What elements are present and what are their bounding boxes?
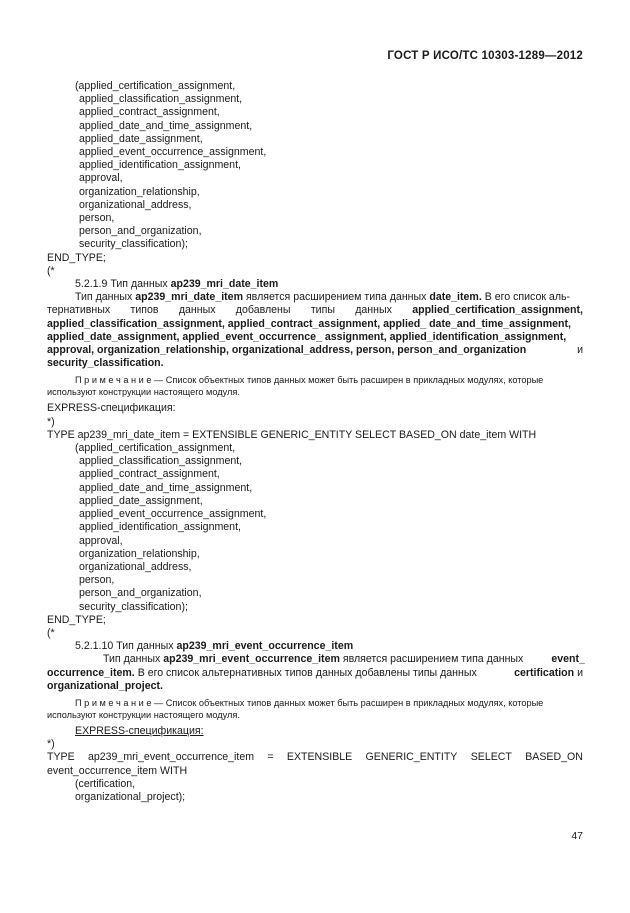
text-run: является расширением типа данных bbox=[339, 653, 524, 666]
page-content bbox=[47, 80, 583, 804]
note-label: П р и м е ч а н и е bbox=[75, 375, 152, 386]
type-name: applied_certification_assignment, bbox=[412, 304, 583, 317]
type-list: applied_classification_assignment, applied_contract_assignment, applied_ date_and_time_assignment, bbox=[47, 317, 571, 330]
note-line bbox=[47, 374, 583, 386]
para-line bbox=[47, 653, 583, 666]
list-item: applied_contract_assignment, bbox=[79, 468, 220, 481]
word: тернативных bbox=[47, 304, 111, 317]
note-text: — Список объектных типов данных может быть расширен в прикладных модулях, которые bbox=[151, 375, 544, 386]
para-line bbox=[47, 318, 583, 331]
text-run bbox=[514, 667, 583, 680]
express-label-text: EXPRESS-спецификация: bbox=[75, 724, 204, 737]
list-item: (certification, bbox=[75, 777, 136, 790]
select-list-continued bbox=[47, 80, 583, 252]
para-line bbox=[47, 291, 583, 304]
list-item: applied_date_and_time_assignment, bbox=[79, 119, 253, 132]
text-run: является расширением типа данных bbox=[243, 291, 430, 304]
express-label: EXPRESS-спецификация: bbox=[47, 402, 176, 415]
note-text: — Список объектных типов данных может быть расширен в прикладных модулях, которые bbox=[151, 697, 544, 708]
section-type-name: ap239_mri_event_occurrence_item bbox=[176, 640, 354, 653]
note-label: П р и м е ч а н и е bbox=[75, 697, 152, 708]
list-item: organizational_address, bbox=[79, 560, 192, 573]
list-item: applied_date_assignment, bbox=[79, 132, 203, 145]
list-item: person, bbox=[79, 574, 115, 587]
list-item: approval, bbox=[79, 534, 123, 547]
word: данных bbox=[355, 304, 392, 317]
word: и bbox=[577, 344, 583, 357]
comment-open: (* bbox=[47, 264, 55, 277]
comment-close: *) bbox=[47, 738, 55, 751]
para-line bbox=[47, 344, 583, 357]
word: ap239_mri_event_occurrence_item bbox=[87, 751, 255, 764]
list-item: applied_contract_assignment, bbox=[79, 106, 220, 119]
list-item: security_classification); bbox=[79, 238, 188, 251]
list-item: organization_relationship, bbox=[79, 547, 200, 560]
text-run: Тип данных bbox=[75, 291, 136, 304]
type-declaration bbox=[47, 751, 583, 764]
type-declaration-cont: event_occurrence_item WITH bbox=[47, 764, 188, 777]
word: GENERIC_ENTITY bbox=[365, 751, 458, 764]
note-line bbox=[47, 697, 583, 709]
note-line: используют конструкции настоящего модуля. bbox=[47, 387, 240, 398]
word: добавлены bbox=[235, 304, 291, 317]
list-item: approval, bbox=[79, 172, 123, 185]
type-name: ap239_mri_date_item bbox=[135, 291, 243, 304]
list-item: (applied_certification_assignment, bbox=[75, 80, 236, 92]
list-item: organizational_project); bbox=[75, 790, 186, 803]
word: данных bbox=[178, 304, 216, 317]
end-type: END_TYPE; bbox=[47, 251, 106, 264]
list-item: applied_identification_assignment, bbox=[79, 521, 241, 534]
text-run bbox=[47, 667, 477, 680]
list-item: security_classification); bbox=[79, 600, 188, 613]
para-line bbox=[47, 680, 583, 693]
type-list: security_classification. bbox=[47, 357, 164, 370]
list-item: applied_classification_assignment, bbox=[79, 455, 243, 468]
type-name: ap239_mri_event_occurrence_item bbox=[163, 653, 340, 666]
word: EXTENSIBLE bbox=[286, 751, 353, 764]
word: типов bbox=[130, 304, 159, 317]
text-run: В его список аль- bbox=[481, 291, 571, 304]
section-heading-5-2-1-10 bbox=[47, 640, 583, 653]
base-type-name: date_item. bbox=[429, 291, 482, 304]
text-run: В его список альтернативных типов данных добавлены типы данных bbox=[134, 666, 477, 679]
list-item: organizational_address, bbox=[79, 198, 192, 211]
section-heading-5-2-1-9 bbox=[47, 278, 583, 291]
type-name: certification bbox=[514, 666, 575, 679]
type-list: applied_date_assignment, applied_event_occurrence_ assignment, applied_identification_assignment, bbox=[47, 330, 567, 343]
word: = bbox=[267, 751, 274, 764]
list-item: organization_relationship, bbox=[79, 185, 200, 198]
section-description bbox=[47, 653, 583, 693]
word: TYPE bbox=[47, 751, 75, 764]
comment-close: *) bbox=[47, 415, 55, 428]
list-item: person_and_organization, bbox=[79, 587, 202, 600]
list-item: person_and_organization, bbox=[79, 225, 202, 238]
note bbox=[47, 374, 583, 398]
page-number: 47 bbox=[571, 830, 583, 842]
word: и bbox=[574, 666, 583, 679]
type-list: approval, organization_relationship, organizational_address, person, person_and_organization bbox=[47, 344, 527, 357]
text-run: Тип данных bbox=[103, 653, 164, 666]
word: BASED_ON bbox=[525, 751, 583, 764]
express-label bbox=[47, 725, 583, 738]
comment-open: (* bbox=[47, 626, 55, 639]
list-item: applied_classification_assignment, bbox=[79, 93, 243, 106]
section-number: 5.2.1.9 Тип данных bbox=[75, 278, 171, 291]
note-line: используют конструкции настоящего модуля. bbox=[47, 709, 240, 720]
list-item: applied_event_occurrence_assignment, bbox=[79, 146, 267, 159]
select-list bbox=[47, 442, 583, 614]
list-item: applied_identification_assignment, bbox=[79, 159, 241, 172]
para-line bbox=[47, 331, 583, 344]
list-item: (applied_certification_assignment, bbox=[75, 442, 236, 455]
end-type: END_TYPE; bbox=[47, 613, 106, 626]
list-item: applied_event_occurrence_assignment, bbox=[79, 508, 267, 521]
list-item: person, bbox=[79, 212, 115, 225]
note bbox=[47, 697, 583, 721]
para-line bbox=[47, 667, 583, 680]
standard-header: ГОСТ Р ИСО/ТС 10303-1289—2012 bbox=[387, 50, 583, 62]
type-declaration: TYPE ap239_mri_date_item = EXTENSIBLE GENERIC_ENTITY SELECT BASED_ON date_item WITH bbox=[47, 428, 537, 441]
type-name: organizational_project. bbox=[47, 679, 163, 692]
para-line bbox=[47, 357, 583, 370]
list-item: applied_date_and_time_assignment, bbox=[79, 481, 253, 494]
word: типы bbox=[310, 304, 335, 317]
para-line bbox=[47, 304, 583, 317]
base-type-name: occurrence_item. bbox=[47, 666, 135, 679]
select-list bbox=[47, 778, 583, 804]
section-description bbox=[47, 291, 583, 370]
section-type-name: ap239_mri_date_item bbox=[170, 278, 279, 291]
base-type-name: event_ bbox=[551, 653, 585, 666]
word: SELECT bbox=[470, 751, 512, 764]
list-item: applied_date_assignment, bbox=[79, 494, 203, 507]
section-number: 5.2.1.10 Тип данных bbox=[75, 640, 177, 653]
text-run bbox=[75, 653, 523, 666]
